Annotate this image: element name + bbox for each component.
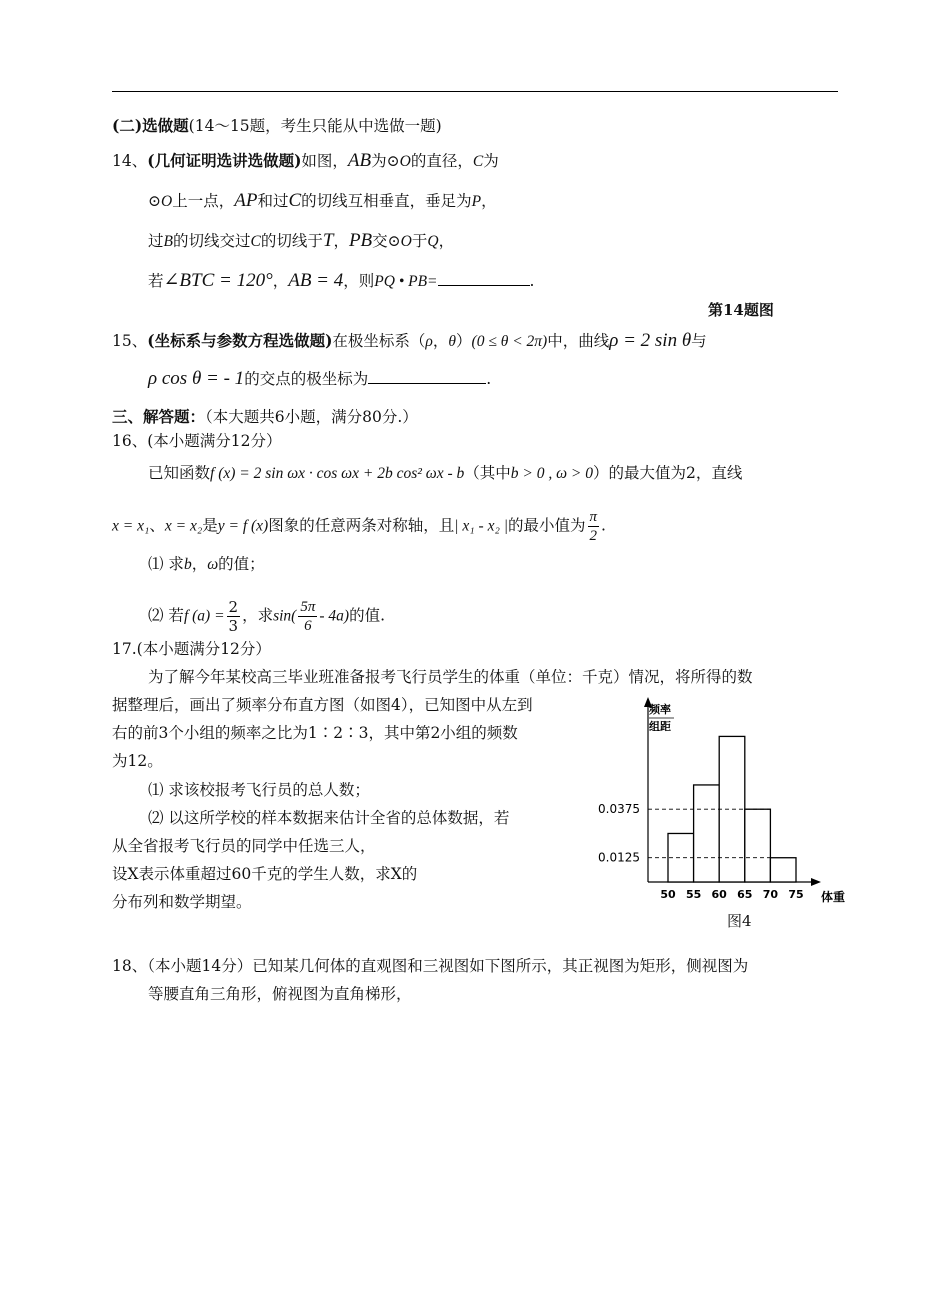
q16-omega: ω: [207, 556, 219, 573]
q14-line-4: [148, 270, 534, 293]
q17-line-8: 设X表示体重超过60千克的学生人数，求X的: [112, 865, 418, 883]
x-axis-arrow: [811, 878, 821, 886]
q14-text: ，: [272, 272, 289, 290]
q16-two-thirds: [227, 598, 241, 635]
q14-line-1: [112, 150, 499, 173]
q16-text: 的值.: [349, 606, 385, 625]
x-tick-label: 65: [737, 888, 753, 901]
q16-y-fx: y = f (x): [217, 517, 269, 535]
x-tick-label: 70: [762, 888, 779, 901]
q16-condition: b > 0 , ω > 0: [510, 465, 594, 482]
q14-text: 为⊙: [371, 152, 400, 170]
q14-text: 上一点，: [172, 192, 235, 210]
section-2-title: (二)选做题: [112, 116, 189, 135]
q14-text: 于: [411, 232, 428, 250]
q14-text: 如图，: [301, 152, 348, 170]
q16-heading: 16、(本小题满分12分）: [112, 432, 282, 450]
histogram-figure-4: [585, 695, 855, 915]
q15-text: 在极坐标系（: [332, 332, 426, 350]
x-tick-label: 50: [660, 888, 676, 901]
q14-text: 过: [148, 232, 164, 250]
q14-c: C: [250, 233, 261, 250]
figure-4-caption: 图4: [727, 912, 752, 930]
q14-o: O: [399, 153, 411, 170]
q15-curve-2: ρ cos θ = - 1: [148, 368, 245, 389]
q18-line-2: 等腰直角三角形，俯视图为直角梯形，: [148, 985, 412, 1003]
histogram-bar: [694, 785, 720, 882]
x-axis-label: 体重: [821, 890, 846, 904]
q14-text: 若: [148, 272, 164, 290]
x-tick-label: 55: [685, 888, 702, 901]
q14-text: ⊙: [148, 192, 161, 210]
q16-tail: - 4a): [319, 607, 350, 625]
q16-part-2: [148, 598, 385, 635]
frac-numerator: π: [589, 509, 598, 525]
q14-b: B: [163, 233, 173, 250]
q15-text: ）: [456, 332, 472, 350]
q14-angle: ∠BTC = 120°: [163, 270, 273, 291]
q15-line-1: [112, 330, 707, 353]
frac-denominator: 6: [304, 618, 312, 634]
q17-line-6: ⑵ 以这所学校的样本数据来估计全省的总体数据，若: [148, 809, 510, 827]
q14-pq-pb: PQ • PB=: [374, 273, 438, 290]
q15-text: 中，曲线: [547, 332, 610, 350]
q14-c: C: [472, 153, 484, 170]
top-rule: [112, 91, 838, 92]
q16-part-1: [148, 553, 265, 576]
q16-text: ⑵ 若: [148, 606, 184, 625]
q15-rho: ρ: [425, 333, 433, 350]
section-2-heading: [112, 115, 442, 137]
q14-text: ，则: [343, 272, 375, 290]
frac-denominator: 3: [228, 617, 239, 635]
q14-line-3: [148, 230, 454, 253]
q14-ab: AB: [347, 150, 372, 171]
section-2-note: (14～15题，考生只能从中选做一题): [188, 117, 442, 135]
q16-text: ，: [191, 555, 208, 573]
q17-line-2: 据整理后，画出了频率分布直方图（如图4），已知图中从左到: [112, 696, 533, 714]
q14-line-2: [148, 190, 497, 213]
q16-text: ，求: [242, 606, 274, 625]
q14-ab-length: AB = 4: [288, 270, 344, 291]
y-tick-label: 0.0125: [598, 850, 640, 865]
q16-x1: x = x₁: [112, 517, 150, 535]
q16-x2: x = x₂: [164, 517, 203, 535]
q16-function: f (x) = 2 sin ωx · cos ωx + 2b cos² ωx - b: [210, 465, 465, 482]
q17-line-9: 分布列和数学期望。: [112, 893, 252, 911]
q14-answer-blank[interactable]: [438, 285, 530, 286]
q14-figure-label: 第14题图: [708, 301, 774, 319]
section-3-title: 三、解答题：: [112, 407, 206, 426]
q14-o: O: [161, 193, 173, 210]
frac-numerator: 2: [228, 598, 239, 616]
q16-text: ⑴ 求: [148, 555, 184, 573]
q16-b: b: [183, 556, 192, 573]
y-axis-label-bottom: 组距: [649, 720, 671, 733]
q15-text: 与: [691, 332, 707, 350]
q16-text: .: [601, 516, 606, 535]
q18-line-1: 18、（本小题14分）已知某几何体的直观图和三视图如下图所示，其正视图为矩形，侧视图为: [112, 957, 749, 975]
q16-abs: | x₁ - x₂ |: [454, 517, 508, 535]
q15-line-2: [148, 368, 491, 390]
q16-text: 是: [202, 516, 218, 535]
q14-text: 和过: [257, 192, 289, 210]
q16-text: 的最小值为: [507, 516, 586, 535]
q14-text: 的切线于: [260, 232, 323, 250]
histogram-bar: [745, 809, 771, 882]
q15-number: 15、: [112, 332, 148, 350]
q16-line-2: [112, 508, 606, 545]
q17-line-5: ⑴ 求该校报考飞行员的总人数；: [148, 781, 370, 799]
q16-text: 的值；: [218, 555, 265, 573]
q16-text: 已知函数: [148, 464, 211, 482]
q15-theta: θ: [448, 333, 457, 350]
q16-line-1: [148, 462, 742, 485]
section-3-heading: [112, 406, 418, 428]
q14-pb: PB: [348, 230, 373, 251]
q14-c: C: [288, 190, 302, 211]
q16-text: ）的最大值为2，直线: [593, 464, 743, 482]
q14-number: 14、: [112, 152, 148, 170]
q15-curve-1: ρ = 2 sin θ: [609, 330, 692, 351]
q14-o: O: [400, 233, 412, 250]
q14-text: 的切线互相垂直，垂足为: [301, 192, 472, 210]
histogram-bar: [770, 858, 796, 882]
y-tick-label: 0.0375: [598, 802, 640, 817]
q16-fa: f (a) =: [183, 607, 225, 625]
q16-five-pi-over-6: [298, 598, 317, 635]
q14-text: ，: [438, 232, 455, 250]
q15-text: 的交点的极坐标为: [244, 370, 369, 388]
q17-line-1: 为了解今年某校高三毕业班准备报考飞行员学生的体重（单位：千克）情况，将所得的数: [148, 668, 753, 686]
q15-text: ，: [432, 332, 449, 350]
q15-answer-blank[interactable]: [368, 383, 486, 384]
q14-text: 为: [483, 152, 499, 170]
q16-text: （其中: [464, 464, 511, 482]
q14-p: P: [471, 193, 482, 210]
q17-heading: 17.(本小题满分12分）: [112, 640, 271, 658]
q14-ap: AP: [234, 190, 258, 211]
frac-numerator: 5π: [300, 599, 316, 615]
q14-q: Q: [427, 233, 439, 250]
q16-text: 图象的任意两条对称轴，且: [268, 516, 455, 535]
q15-tag: (坐标系与参数方程选做题): [147, 331, 333, 350]
q16-pi-over-2: [588, 508, 600, 545]
q17-line-3: 右的前3个小组的频率之比为1∶2∶3，其中第2小组的频数: [112, 724, 518, 742]
q14-text: ，: [333, 232, 349, 250]
frac-denominator: 2: [589, 528, 597, 544]
q14-tag: (几何证明选讲选做题): [147, 151, 302, 170]
y-axis-label-top: 频率: [649, 703, 671, 716]
q17-line-7: 从全省报考飞行员的同学中任选三人，: [112, 837, 376, 855]
q14-text: 的直径，: [410, 152, 473, 170]
q16-text: 、: [149, 516, 165, 535]
q14-text: ，: [481, 192, 497, 210]
q15-text: .: [486, 370, 492, 388]
q14-text: 交⊙: [372, 232, 401, 250]
q15-range: (0 ≤ θ < 2π): [471, 333, 548, 350]
q14-t: T: [322, 230, 334, 251]
x-tick-label: 60: [711, 888, 727, 901]
q17-line-4: 为12。: [112, 752, 163, 770]
q14-text: 的切线交过: [172, 232, 251, 250]
x-tick-label: 75: [788, 888, 804, 901]
section-3-note: （本大题共6小题，满分80分.）: [205, 408, 418, 426]
q16-sin: sin(: [273, 607, 297, 625]
q14-text: .: [529, 272, 535, 290]
